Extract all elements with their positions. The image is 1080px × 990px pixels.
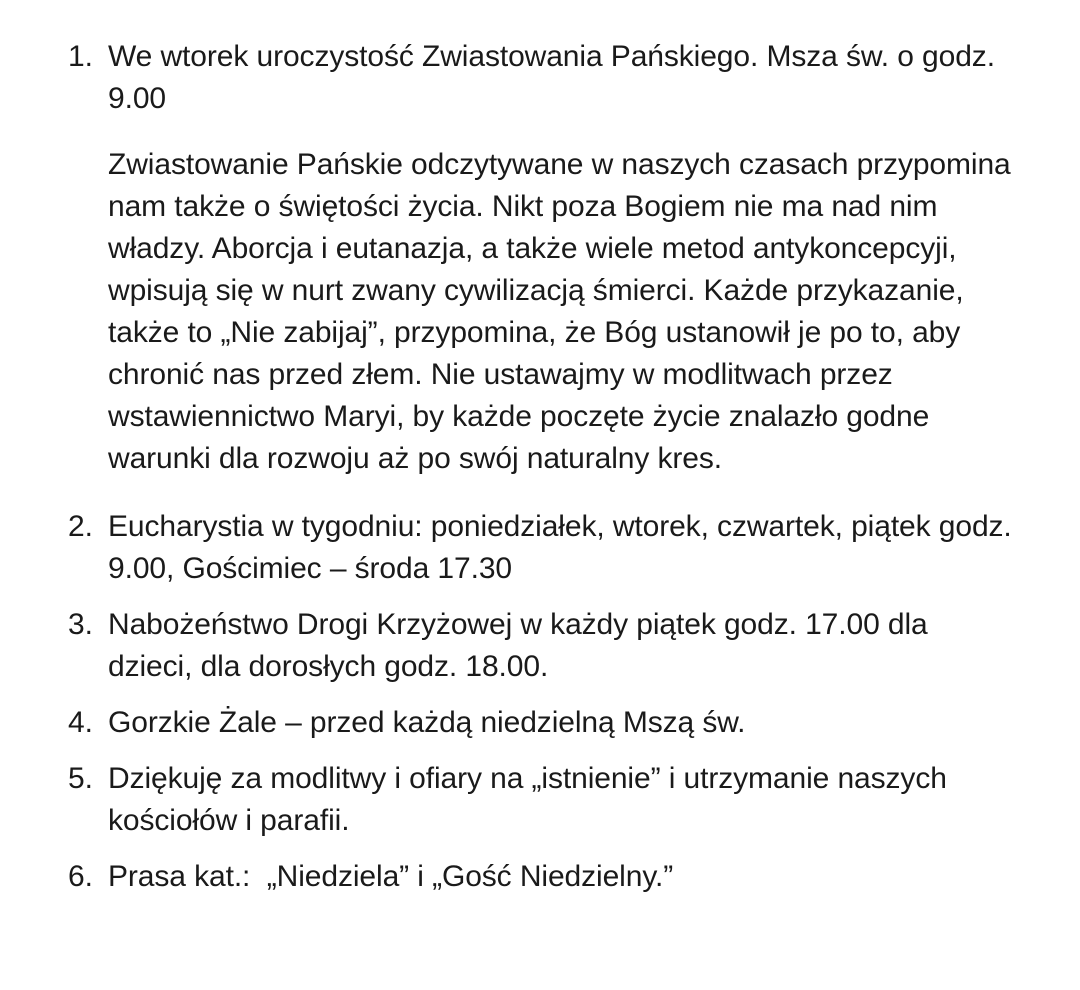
list-item-marker: 6.	[68, 860, 93, 893]
list-item	[0, 604, 1060, 688]
list-item-text: Eucharystia w tygodniu: poniedziałek, wtorek, czwartek, piątek godz. 9.00, Gościmiec – środa 17.30	[108, 510, 1020, 585]
list-item-text: We wtorek uroczystość Zwiastowania Pańskiego. Msza św. o godz. 9.00	[108, 40, 1004, 115]
list-item-marker: 5.	[68, 762, 93, 795]
list-item	[0, 506, 1060, 590]
list-item	[0, 856, 1060, 898]
list-item-text: Nabożeństwo Drogi Krzyżowej w każdy piątek godz. 17.00 dla dzieci, dla dorosłych godz. 18.00.	[108, 608, 936, 683]
list-item	[0, 758, 1060, 842]
list-item-note-paragraph: Zwiastowanie Pańskie odczytywane w naszych czasach przypomina nam także o świętości życia. Nikt poza Bogiem nie ma nad nim władzy. Aborcja i eutanazja, a także wiele metod antykoncepcyji, wpisują się w nurt zwany cywilizacją śmierci. Każde przykazanie, także to „Nie zabijaj”, przypomina, że Bóg ustanowił je po to, aby chronić nas przed złem. Nie ustawajmy w modlitwach przez wstawiennictwo Maryi, by każde poczęte życie znalazło godne warunki dla rozwoju aż po swój naturalny kres.	[108, 148, 1019, 475]
list-item	[0, 36, 1060, 480]
list-item-marker: 1.	[68, 40, 93, 73]
list-item	[0, 702, 1060, 744]
list-item-text: Prasa kat.: „Niedziela” i „Gość Niedzielny.”	[108, 860, 674, 893]
list-item-text: Dziękuję za modlitwy i ofiary na „istnienie” i utrzymanie naszych kościołów i parafii.	[108, 762, 956, 837]
list-item-text: Gorzkie Żale – przed każdą niedzielną Mszą św.	[108, 706, 746, 739]
list-item-marker: 3.	[68, 608, 93, 641]
list-item-marker: 4.	[68, 706, 93, 739]
list-item-marker: 2.	[68, 510, 93, 543]
announcement-list	[0, 36, 1060, 898]
